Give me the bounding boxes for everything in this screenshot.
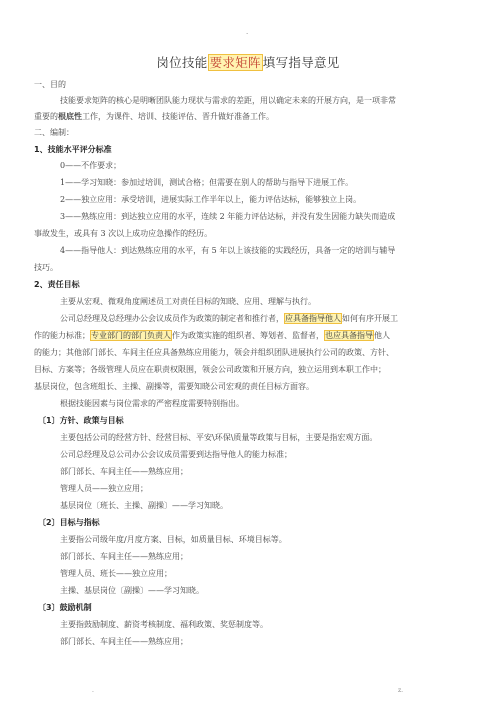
policy-5: 基层岗位〔班长、主操、副操〕——学习知晓。 xyxy=(60,501,228,510)
resp-para-3 xyxy=(34,331,462,341)
section-purpose: 一、目的 xyxy=(34,80,66,89)
level-0: 0——不作要求； xyxy=(60,161,122,170)
resp-text-end: 如何有序开展工 xyxy=(342,314,398,323)
title-pre: 岗位技能 xyxy=(156,55,208,70)
level-3-cont: 事故发生，或具有 3 次以上成功应急操作的经历。 xyxy=(34,229,213,238)
resp-text: 公司总经理及总经理办公会议成员作为政策的制定者和推行者， xyxy=(60,314,284,323)
purpose-text-end: 工作，为课件、培训、技能评估、晋升做好准备工作。 xyxy=(82,112,274,121)
title-post: 填写指导意见 xyxy=(262,55,340,70)
purpose-para-2 xyxy=(34,111,462,122)
policy-1: 主要包括公司的经营方针、经营目标、平安\环保\质量等政策与目标，主要是指宏观方面。 xyxy=(60,433,378,442)
resp-para-4: 的能力；其他部门部长、车间主任应具备熟练应用能力，领会并组织团队进展执行公司的政策、方针、 xyxy=(34,348,394,357)
resp-highlight-3: 也应具备指导 xyxy=(325,331,373,340)
page-title xyxy=(0,53,496,71)
targets-1: 主要指公司级年度/月度方案、目标，如质量目标、环境目标等。 xyxy=(60,535,287,544)
resp-para-7: 根据技能因素与岗位需求的严密程度需要特别指出。 xyxy=(60,399,244,408)
incentive-1: 主要指鼓励制度、薪资考核制度、福利政策、奖惩制度等。 xyxy=(60,620,268,629)
resp-para-6: 基层岗位，包含班组长、主操、副操等，需要知晓公司宏观的责任目标方面容。 xyxy=(34,382,314,391)
purpose-text: 重要的 xyxy=(34,112,58,121)
footer-right-mark: z. xyxy=(398,687,404,694)
resp-para-1: 主要从宏观、微观角度阐述员工对责任目标的知晓、应用、理解与执行。 xyxy=(60,297,316,306)
heading-targets: 〔2〕目标与指标 xyxy=(38,518,100,527)
incentive-2: 部门部长、车间主任——熟练应用； xyxy=(60,637,188,646)
level-4: 4——指导他人：到达熟练应用的水平，有 5 年以上该技能的实践经历，具备一定的培训与辅导 xyxy=(60,246,396,255)
purpose-para-1: 技能要求矩阵的核心是明晰团队能力现状与需求的差距，用以确定未来的开展方向，是一项非常 xyxy=(60,96,396,105)
heading-incentive: 〔3〕鼓励机制 xyxy=(38,603,92,612)
level-3: 3——熟练应用：到达独立应用的水平，连续 2 年能力评估达标，并没有发生因能力缺失而造成 xyxy=(60,212,396,221)
targets-4: 主操、基层岗位〔副操〕——学习知晓。 xyxy=(60,586,204,595)
level-2: 2——独立应用：承受培训，进展实际工作半年以上，能力评估达标，能够独立上岗。 xyxy=(60,195,362,204)
level-1: 1——学习知晓：参加过培训，测试合格；但需要在别人的帮助与指导下进展工作。 xyxy=(60,178,354,187)
resp-text-2: 作的能力标准； xyxy=(34,331,90,340)
heading-responsibility: 2、责任目标 xyxy=(34,280,80,289)
targets-2: 部门部长、车间主任——熟练应用； xyxy=(60,552,188,561)
level-4-cont: 技巧。 xyxy=(34,263,58,272)
resp-para-2 xyxy=(60,314,462,324)
resp-highlight-2: 专业部门的部门负责人 xyxy=(91,331,171,340)
resp-text-3: 作为政策实施的组织者、筹划者、监督者， xyxy=(172,331,324,340)
footer-left-mark: . xyxy=(92,687,94,694)
policy-2: 公司总经理及总公司办公会议成员需要到达指导他人的能力标准； xyxy=(60,450,292,459)
heading-skill-levels: 1、技能水平评分标准 xyxy=(34,145,112,154)
header-mark: . xyxy=(246,28,249,36)
title-highlight: 要求矩阵 xyxy=(209,55,261,70)
policy-4: 管理人员——独立应用； xyxy=(60,484,148,493)
resp-para-5: 目标、方案等；各级管理人员应在职责权限围，领会公司政策和开展方向，独立运用到本职工作中； xyxy=(34,365,386,374)
purpose-bold: 根底性 xyxy=(58,111,82,121)
targets-3: 管理人员、班长——独立应用； xyxy=(60,569,172,578)
section-compile: 二、编制： xyxy=(34,128,74,137)
resp-highlight-1: 应具备指导他人 xyxy=(285,314,341,323)
heading-policy: 〔1〕方针、政策与目标 xyxy=(38,416,124,425)
policy-3: 部门部长、车间主任——熟练应用； xyxy=(60,467,188,476)
resp-text-4: 他人 xyxy=(374,331,390,340)
